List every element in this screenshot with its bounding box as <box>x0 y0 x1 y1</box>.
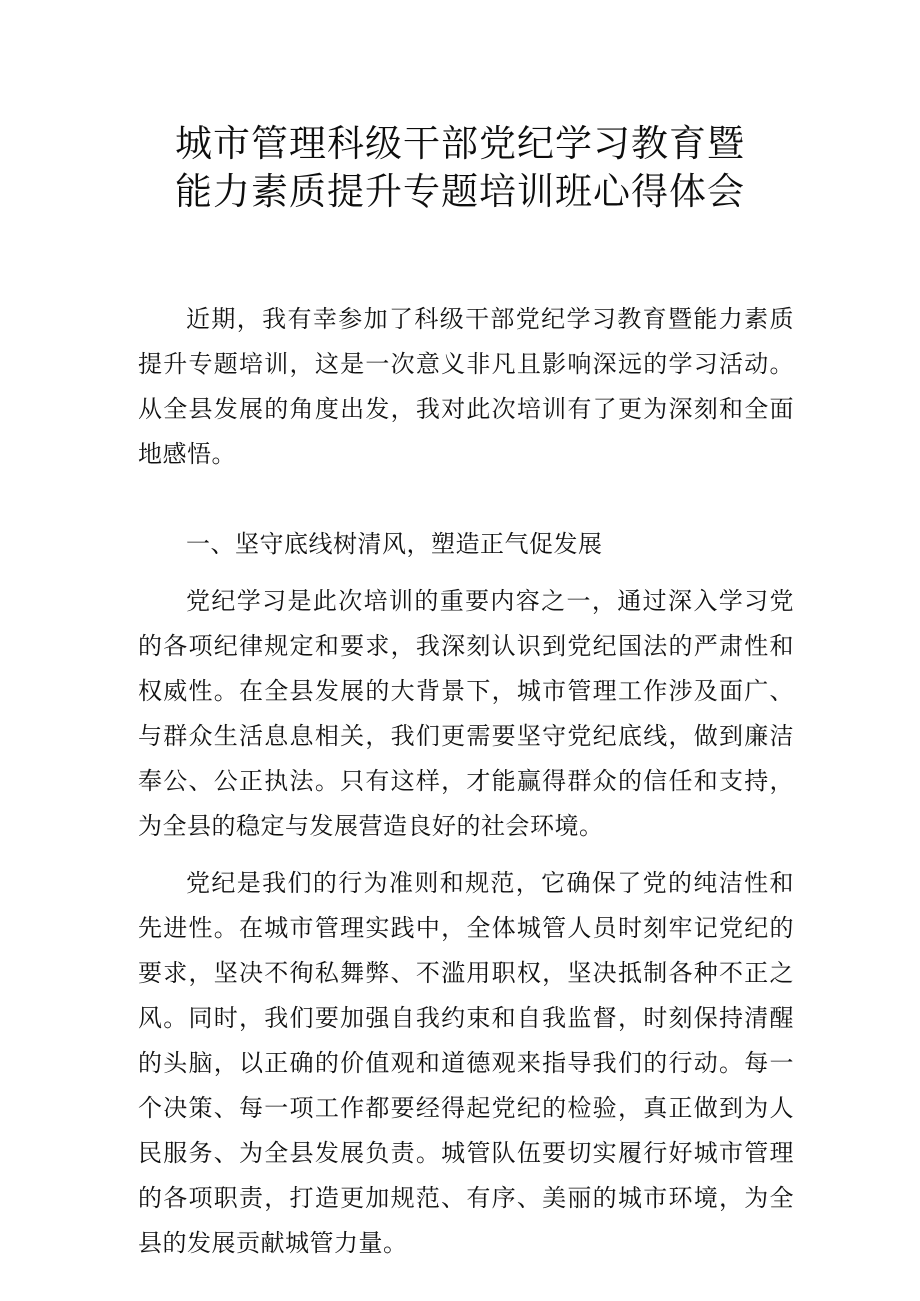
section-heading: 一、坚守底线树清风，塑造正气促发展 <box>186 530 603 558</box>
intro-paragraph: 近期，我有幸参加了科级干部党纪学习教育暨能力素质提升专题培训，这是一次意义非凡且影响深远的学习活动。从全县发展的角度出发，我对此次培训有了更为深刻和全面地感悟。 <box>138 305 794 468</box>
document-title <box>0 120 920 216</box>
title-line-1: 城市管理科级干部党纪学习教育暨 <box>175 122 745 165</box>
document-body <box>138 297 794 1266</box>
title-line-2: 能力素质提升专题培训班心得体会 <box>175 170 745 213</box>
body-paragraph: 党纪是我们的行为准则和规范，它确保了党的纯洁性和先进性。在城市管理实践中，全体城管人员时刻牢记党纪的要求，坚决不徇私舞弊、不滥用职权，坚决抵制各种不正之风。同时，我们要加强自我约束和自我监督，时刻保持清醒的头脑，以正确的价值观和道德观来指导我们的行动。每一个决策、每一项工作都要经得起党纪的检验，真正做到为人民服务、为全县发展负责。城管队伍要切实履行好城市管理的各项职责，打造更加规范、有序、美丽的城市环境，为全县的发展贡献城管力量。 <box>138 869 794 1257</box>
body-paragraph: 党纪学习是此次培训的重要内容之一，通过深入学习党的各项纪律规定和要求，我深刻认识到党纪国法的严肃性和权威性。在全县发展的大背景下，城市管理工作涉及面广、与群众生活息息相关，我们更需要坚守党纪底线，做到廉洁奉公、公正执法。只有这样，才能赢得群众的信任和支持，为全县的稳定与发展营造良好的社会环境。 <box>138 587 794 840</box>
